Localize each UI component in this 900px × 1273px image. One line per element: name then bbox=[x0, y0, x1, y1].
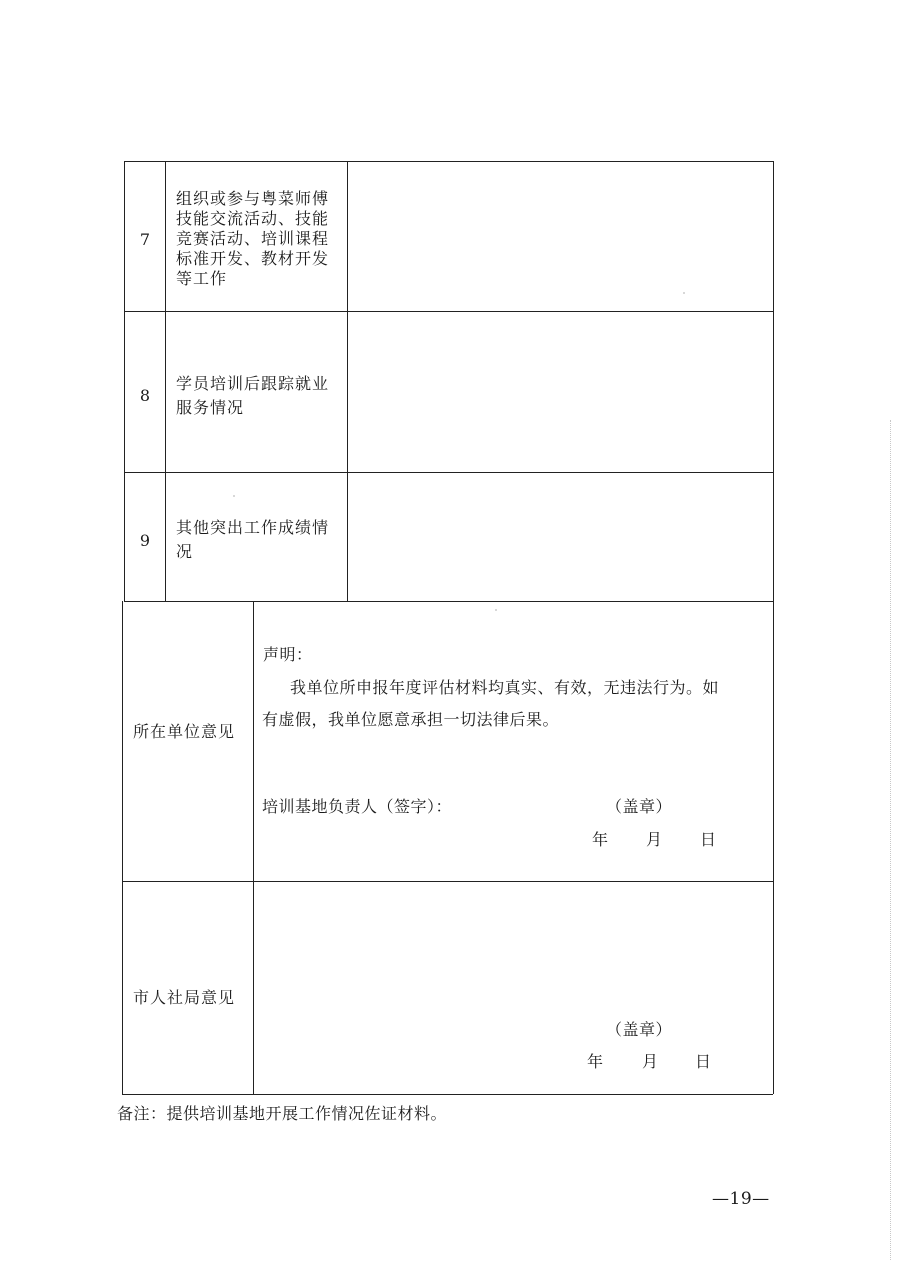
row-item-line: 其他突出工作成绩情 bbox=[176, 518, 330, 537]
date-day: 日 bbox=[695, 1052, 712, 1071]
row-item-line: 竞赛活动、培训课程 bbox=[176, 229, 330, 248]
statement-line: 我单位所申报年度评估材料均真实、有效，无违法行为。如 bbox=[290, 678, 720, 697]
table-line bbox=[124, 161, 773, 162]
row-item-line: 况 bbox=[176, 542, 194, 561]
scan-speck bbox=[495, 609, 497, 611]
date-month: 月 bbox=[642, 1052, 659, 1071]
row-item bbox=[176, 516, 329, 564]
row-number: 8 bbox=[139, 386, 151, 405]
table-line bbox=[253, 601, 254, 1094]
footnote: 备注：提供培训基地开展工作情况佐证材料。 bbox=[117, 1104, 448, 1123]
row-item bbox=[176, 372, 329, 420]
seal-label: （盖章） bbox=[606, 1020, 673, 1039]
table-line bbox=[165, 161, 166, 601]
date-month: 月 bbox=[646, 830, 663, 849]
row-item-line: 组织或参与粤菜师傅 bbox=[176, 189, 330, 208]
date-year: 年 bbox=[592, 830, 609, 849]
table-line bbox=[347, 161, 348, 601]
row-item bbox=[176, 189, 329, 289]
row-item-line: 学员培训后跟踪就业 bbox=[176, 374, 330, 393]
seal-label: （盖章） bbox=[606, 797, 673, 816]
row-item-line: 标准开发、教材开发 bbox=[176, 249, 330, 268]
scan-speck bbox=[683, 292, 685, 294]
row-item-line: 技能交流活动、技能 bbox=[176, 209, 330, 228]
table-line bbox=[122, 1094, 773, 1095]
statement-title: 声明： bbox=[263, 645, 313, 664]
date-year: 年 bbox=[587, 1052, 604, 1071]
signer-label: 培训基地负责人（签字）： bbox=[262, 797, 453, 816]
statement-line: 有虚假，我单位愿意承担一切法律后果。 bbox=[262, 710, 560, 729]
scan-speck bbox=[233, 495, 235, 497]
table-line bbox=[124, 601, 773, 602]
date-day: 日 bbox=[700, 830, 717, 849]
row-number: 7 bbox=[139, 230, 151, 249]
row-item-line: 服务情况 bbox=[176, 398, 245, 417]
table-line bbox=[773, 161, 774, 1094]
page-number: —19— bbox=[712, 1189, 770, 1209]
bureau-opinion-label: 市人社局意见 bbox=[133, 988, 236, 1007]
table-line bbox=[122, 881, 773, 882]
row-number: 9 bbox=[139, 531, 151, 550]
row-item-line: 等工作 bbox=[176, 269, 228, 288]
table-line bbox=[124, 472, 773, 473]
table-line bbox=[122, 601, 123, 1094]
table-line bbox=[124, 311, 773, 312]
unit-opinion-label: 所在单位意见 bbox=[133, 722, 236, 741]
scan-edge bbox=[890, 420, 891, 1260]
